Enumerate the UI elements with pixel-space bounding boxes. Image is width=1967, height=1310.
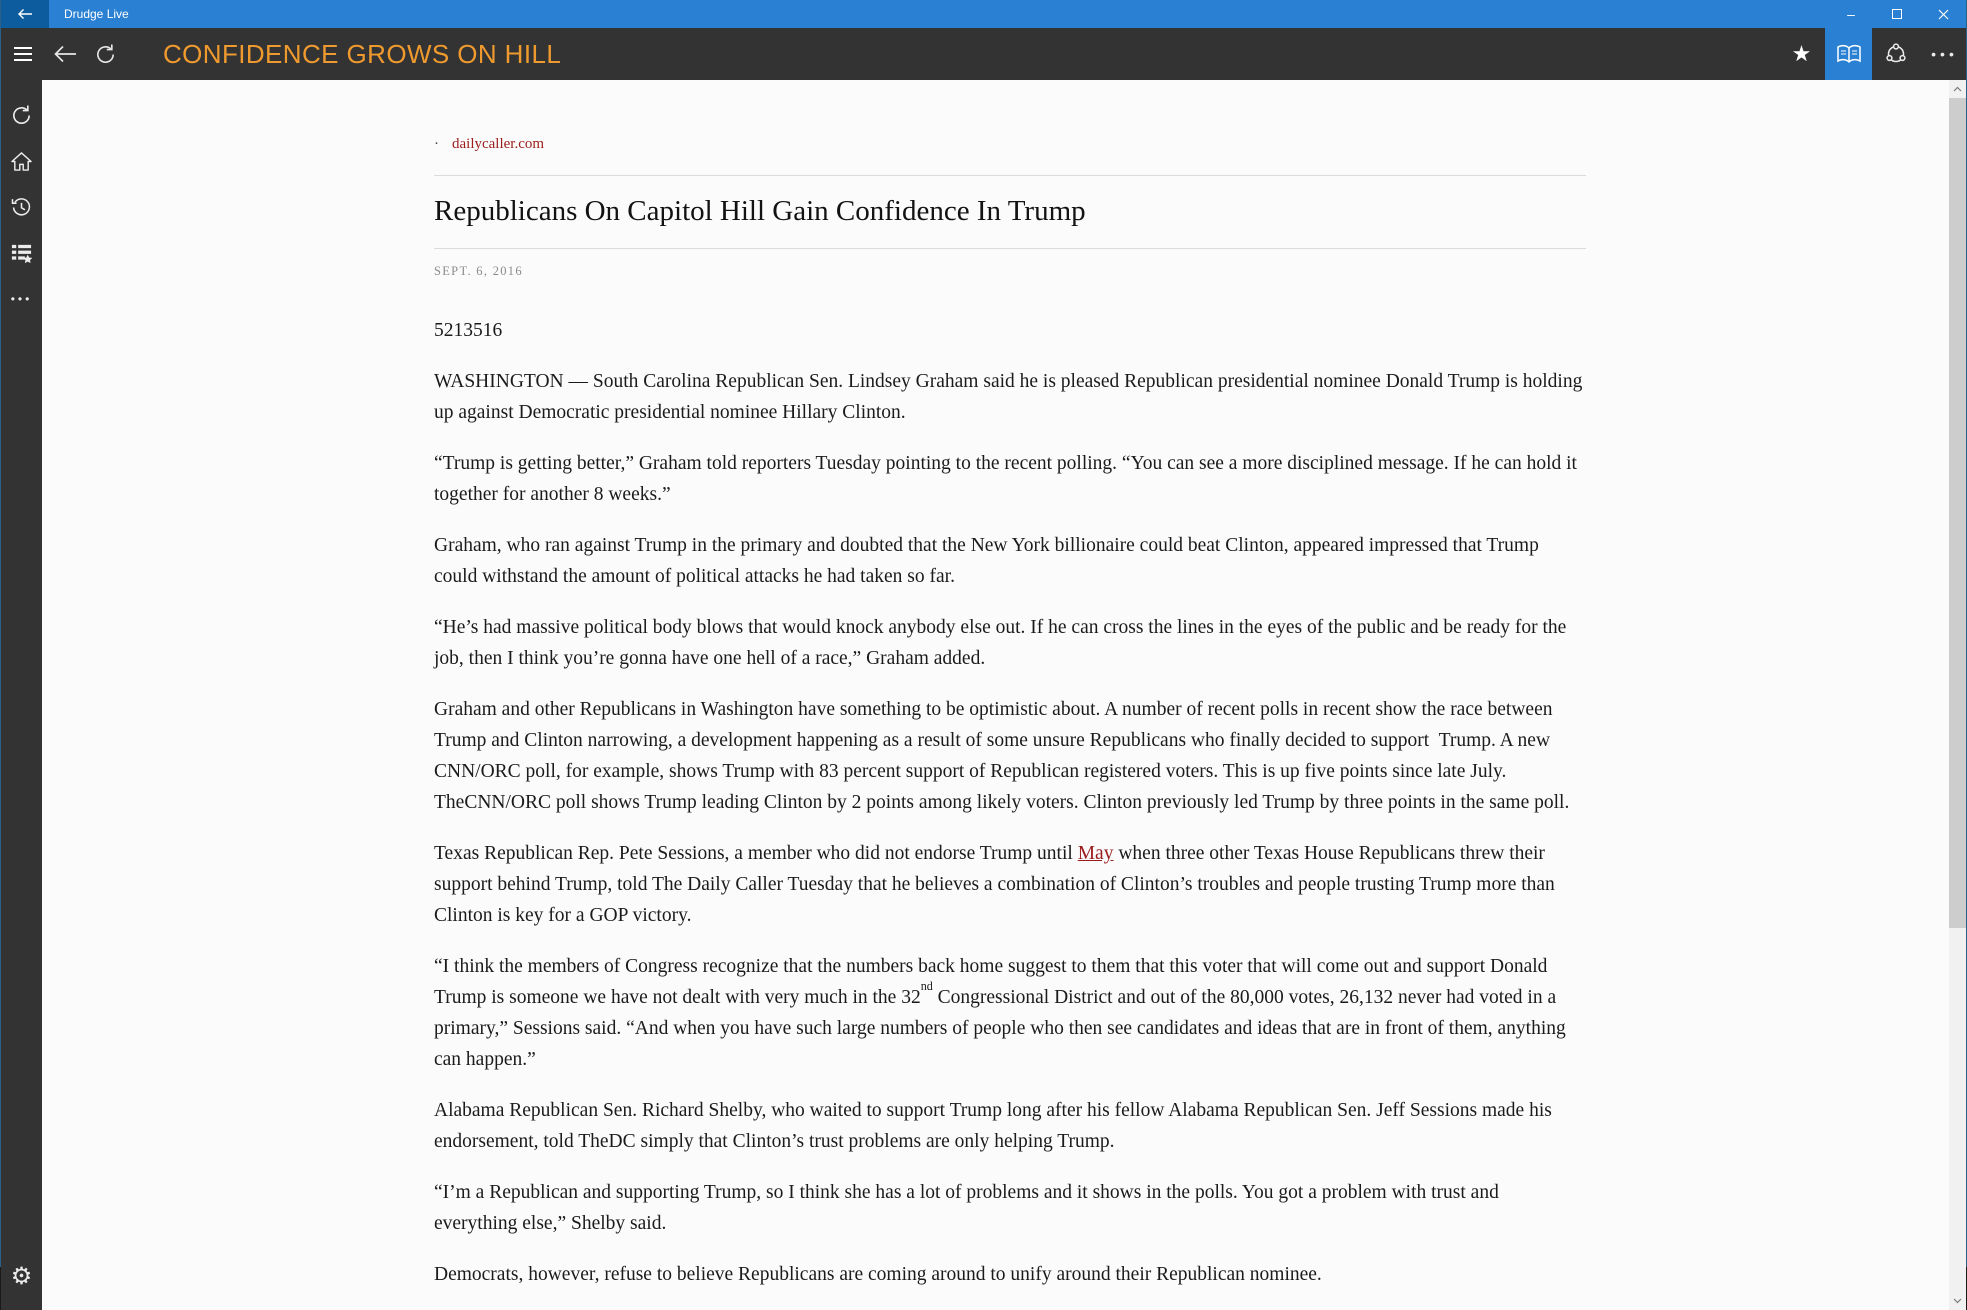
article	[434, 80, 1586, 1290]
sidebar-item-more[interactable]	[1, 276, 42, 322]
paragraph	[434, 612, 1586, 674]
paragraph-text: 5213516	[434, 320, 503, 342]
more-button[interactable]	[1919, 28, 1966, 80]
minimize-button[interactable]	[1828, 0, 1874, 28]
paragraph-text: “He’s had massive political body blows that would knock anybody else out. If he can cross the lines in the eyes of the public and be ready for the job, then I think you’re gonna have one hell of a race,” Graham added.	[434, 617, 1572, 670]
sidebar	[1, 80, 42, 1310]
scrollbar-thumb[interactable]	[1949, 98, 1966, 928]
sidebar-item-settings[interactable]	[1, 1254, 42, 1300]
article-meta	[434, 136, 1586, 153]
open-book-icon	[1836, 43, 1862, 65]
sidebar-item-refresh[interactable]	[1, 92, 42, 138]
paragraph	[434, 1095, 1586, 1157]
inline-link-may[interactable]: May	[1077, 843, 1114, 865]
page-title: CONFIDENCE GROWS ON HILL	[163, 38, 562, 69]
paragraph-text: Graham, who ran against Trump in the primary and doubted that the New York billionaire could beat Clinton, appeared impressed that Trump could withstand the amount of political attacks he had taken so far.	[434, 535, 1544, 588]
sidebar-item-history[interactable]	[1, 184, 42, 230]
back-button[interactable]	[45, 28, 85, 80]
paragraph-text: Graham and other Republicans in Washington have something to be optimistic about. A number of recent polls in recent show the race between Trump and Clinton narrowing, a development happening as a result of some unsure Republicans who finally decided to support Trump. A new CNN/ORC poll, for example, shows Trump with 83 percent support of Republican registered voters. This is up five points since late July. TheCNN/ORC poll shows Trump leading Clinton by 2 points among likely voters. Clinton previously led Trump by three points in the same poll.	[434, 699, 1570, 814]
paragraph	[434, 694, 1586, 818]
paragraph	[434, 530, 1586, 592]
paragraph	[434, 448, 1586, 510]
paragraph	[434, 366, 1586, 428]
share-icon	[1884, 42, 1908, 66]
paragraph-text: Congressional District and out of the 80,000 votes, 26,132 never had voted in a primary,” Sessions said. “And when you have such large numbers of people who then see candidates and ideas that are in front of them, anything can happen.”	[434, 987, 1571, 1071]
star-icon: ★	[1791, 41, 1812, 66]
main-area	[1, 80, 1966, 1310]
back-arrow-icon	[53, 45, 77, 63]
home-icon	[10, 151, 33, 172]
favorite-button[interactable]	[1778, 28, 1825, 80]
paragraph-text: “I think the members of Congress recognize that the numbers back home suggest to them that this voter that will come out and support Donald Trump is someone we have not dealt with very much in the 32	[434, 956, 1552, 1009]
bullet-icon: ·	[434, 136, 439, 152]
paragraph-text: Democrats, however, refuse to believe Republicans are coming around to unify around their Republican nominee.	[434, 1264, 1322, 1286]
refresh-icon	[10, 104, 33, 127]
article-title: Republicans On Capitol Hill Gain Confidence In Trump	[434, 195, 1086, 227]
sidebar-item-reading-list[interactable]	[1, 230, 42, 276]
scroll-up-icon[interactable]	[1949, 80, 1966, 98]
maximize-icon	[1892, 9, 1902, 19]
paragraph	[434, 1177, 1586, 1239]
ellipsis-icon: •••	[1931, 46, 1958, 62]
paragraph-text: WASHINGTON — South Carolina Republican Sen. Lindsey Graham said he is pleased Republican presidential nominee Donald Trump is holding up against Democratic presidential nominee Hillary Clinton.	[434, 371, 1588, 424]
paragraph	[434, 1259, 1586, 1290]
maximize-button[interactable]	[1874, 0, 1920, 28]
paragraph-text: when three other Texas House Republicans threw their support behind Trump, told The Daily Caller Tuesday that he believes a combination of Clinton’s troubles and people trusting Trump more than Clinton is key for a GOP victory.	[434, 843, 1560, 927]
app-command-bar	[1, 28, 1966, 80]
paragraph	[434, 951, 1586, 1075]
paragraph-text: “Trump is getting better,” Graham told reporters Tuesday pointing to the recent polling. “You can see a more disciplined message. If he can hold it together for another 8 weeks.”	[434, 453, 1582, 506]
gear-icon: ⚙	[10, 1263, 33, 1291]
article-body	[434, 315, 1586, 1290]
close-button[interactable]	[1920, 0, 1966, 28]
content-area	[42, 80, 1966, 1310]
title-bar	[1, 0, 1966, 28]
refresh-icon	[94, 43, 117, 66]
app-title: Drudge Live	[64, 7, 129, 21]
share-button[interactable]	[1872, 28, 1919, 80]
back-arrow-icon	[17, 8, 33, 20]
ordinal-superscript: nd	[920, 978, 933, 993]
menu-button[interactable]	[1, 28, 45, 80]
paragraph-text: “I’m a Republican and supporting Trump, so I think she has a lot of problems and it shows in the polls. You got a problem with trust and everything else,” Shelby said.	[434, 1182, 1504, 1235]
paragraph-text: Texas Republican Rep. Pete Sessions, a member who did not endorse Trump until	[434, 843, 1078, 865]
source-link[interactable]: dailycaller.com	[452, 136, 545, 152]
minimize-icon: –	[1847, 6, 1855, 22]
paragraph	[434, 315, 1586, 346]
paragraph-text: Alabama Republican Sen. Richard Shelby, who waited to support Trump long after his fellow Alabama Republican Sen. Jeff Sessions made his endorsement, told TheDC simply that Clinton’s trust problems are only helping Trump.	[434, 1100, 1557, 1153]
ellipsis-icon: •••	[10, 292, 33, 306]
article-date: SEPT. 6, 2016	[434, 264, 523, 279]
list-star-icon	[10, 242, 33, 265]
history-clock-icon	[10, 196, 33, 219]
paragraph	[434, 838, 1586, 931]
refresh-button[interactable]	[85, 28, 125, 80]
reading-view-button[interactable]	[1825, 28, 1872, 80]
sidebar-item-home[interactable]	[1, 138, 42, 184]
hamburger-icon	[13, 46, 33, 62]
close-icon	[1938, 9, 1949, 20]
vertical-scrollbar[interactable]	[1949, 80, 1966, 1310]
titlebar-drag-region	[129, 0, 1828, 28]
titlebar-back-button[interactable]	[1, 0, 49, 28]
scroll-down-icon[interactable]	[1949, 1292, 1966, 1310]
